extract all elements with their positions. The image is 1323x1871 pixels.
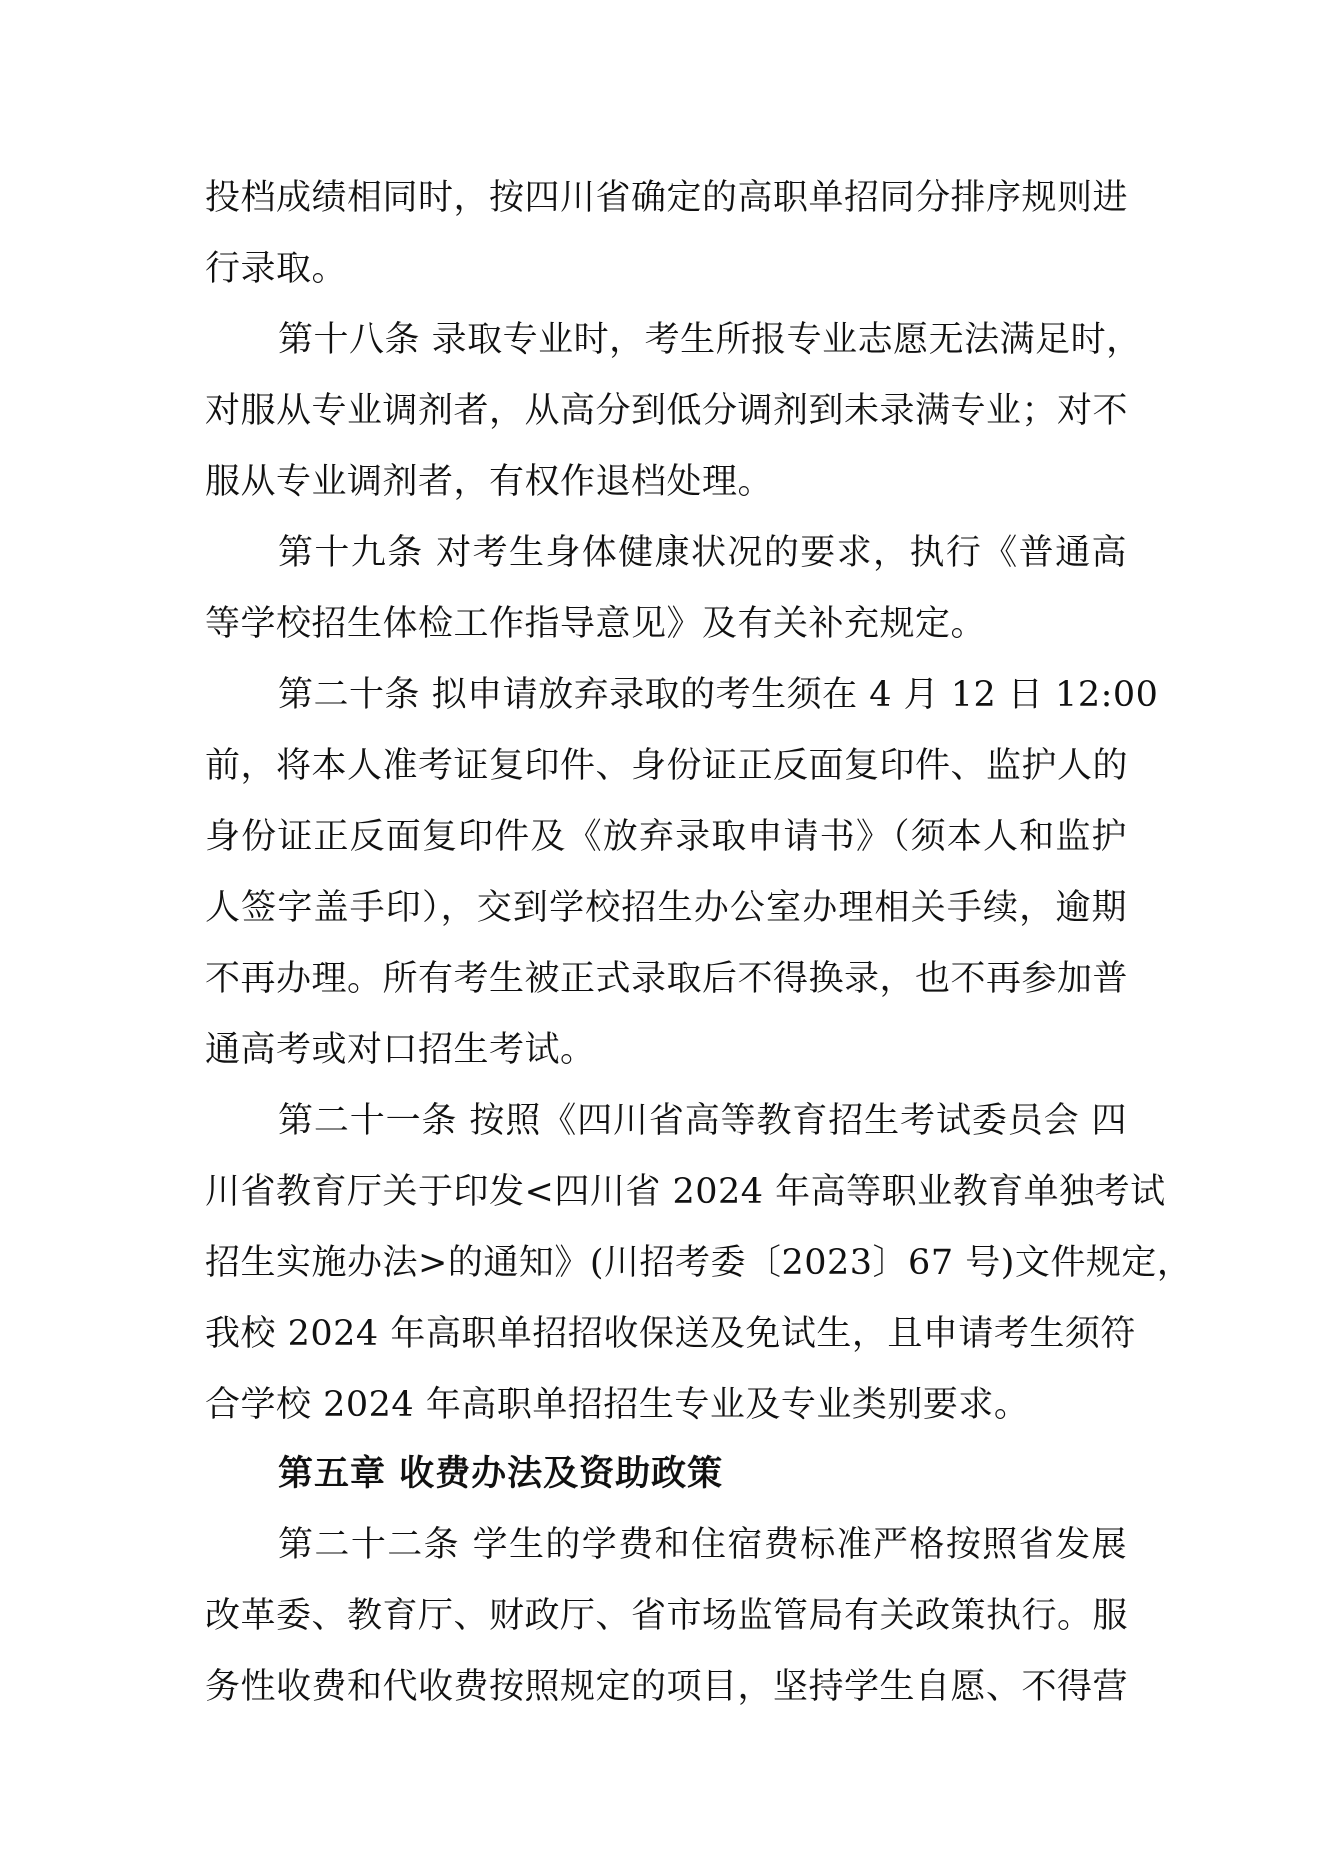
paragraph-line: 人签字盖手印），交到学校招生办公室办理相关手续，逾期	[205, 888, 1127, 928]
article-20-line: 第二十条 拟申请放弃录取的考生须在 4 月 12 日 12:00	[278, 675, 1159, 715]
paragraph-line: 招生实施办法>的通知》(川招考委〔2023〕67 号)文件规定，	[205, 1243, 1193, 1283]
paragraph-line: 行录取。	[205, 249, 348, 289]
paragraph-line: 对服从专业调剂者，从高分到低分调剂到未录满专业；对不	[205, 391, 1129, 431]
article-22-line: 第二十二条 学生的学费和住宿费标准严格按照省发展	[278, 1525, 1127, 1565]
chapter-5-heading: 第五章 收费办法及资助政策	[278, 1454, 724, 1494]
article-21-line: 第二十一条 按照《四川省高等教育招生考试委员会 四	[278, 1101, 1127, 1141]
article-18-line: 第十八条 录取专业时，考生所报专业志愿无法满足时，	[278, 320, 1142, 360]
paragraph-line: 投档成绩相同时，按四川省确定的高职单招同分排序规则进	[205, 178, 1129, 218]
paragraph-line: 合学校 2024 年高职单招招生专业及专业类别要求。	[205, 1385, 1030, 1425]
paragraph-line: 务性收费和代收费按照规定的项目，坚持学生自愿、不得营	[205, 1667, 1129, 1707]
paragraph-line: 身份证正反面复印件及《放弃录取申请书》（须本人和监护	[205, 817, 1127, 857]
article-19-line: 第十九条 对考生身体健康状况的要求，执行《普通高	[278, 533, 1127, 573]
paragraph-line: 改革委、教育厅、财政厅、省市场监管局有关政策执行。服	[205, 1596, 1129, 1636]
paragraph-line: 不再办理。所有考生被正式录取后不得换录，也不再参加普	[205, 959, 1129, 999]
paragraph-line: 川省教育厅关于印发<四川省 2024 年高等职业教育单独考试	[205, 1172, 1166, 1212]
paragraph-line: 前，将本人准考证复印件、身份证正反面复印件、监护人的	[205, 746, 1129, 786]
paragraph-line: 服从专业调剂者，有权作退档处理。	[205, 462, 774, 502]
paragraph-line: 我校 2024 年高职单招招收保送及免试生，且申请考生须符	[205, 1314, 1136, 1354]
paragraph-line: 通高考或对口招生考试。	[205, 1030, 596, 1070]
paragraph-line: 等学校招生体检工作指导意见》及有关补充规定。	[205, 604, 987, 644]
